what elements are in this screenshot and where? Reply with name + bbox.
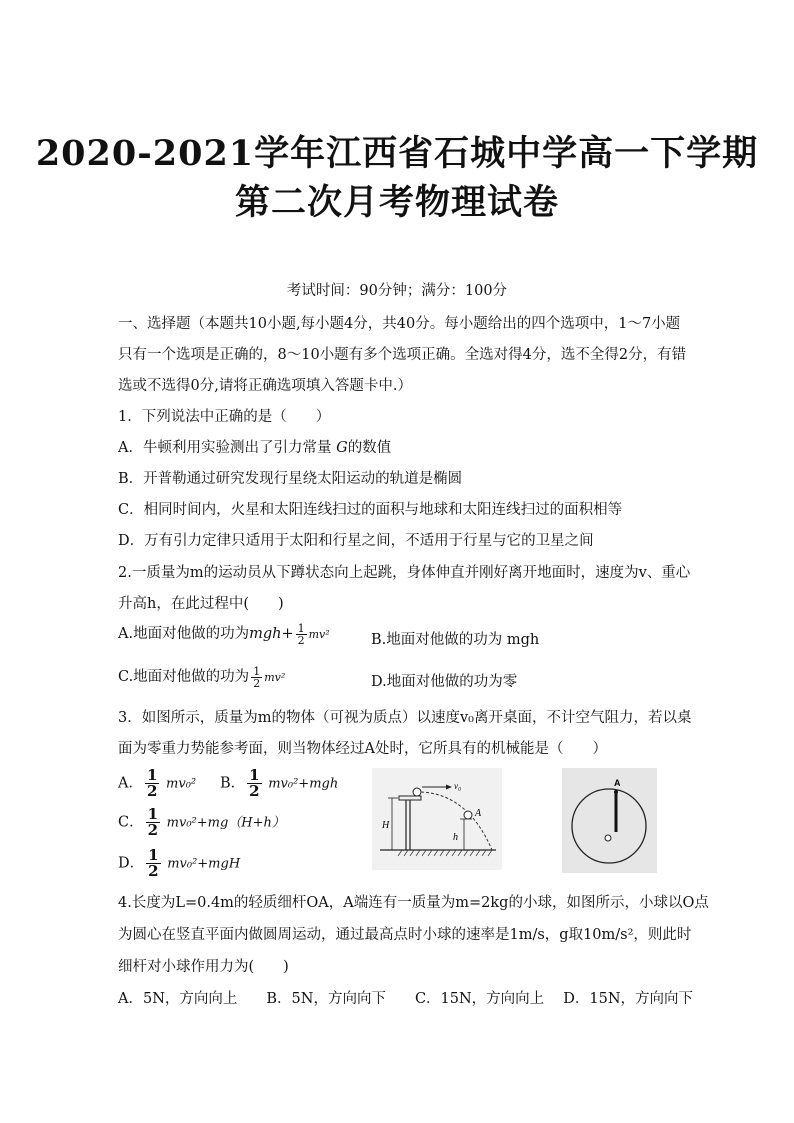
q2-option-c (118, 665, 285, 689)
ball-a (614, 790, 618, 794)
q3-option-d-tail: mv₀²+mgH (167, 856, 241, 872)
q2-option-c-tail: mv² (264, 671, 286, 684)
ball-at-a (464, 811, 472, 819)
velocity-arrow-head (446, 785, 452, 790)
fraction-denominator: 2 (148, 862, 159, 880)
q1-option-a-var: G (336, 440, 348, 456)
q3-option-d (118, 848, 240, 879)
q1-option-a-post: 的数值 (347, 440, 392, 456)
page-title-line-1: 2020-2021学年江西省石城中学高一下学期 (35, 133, 759, 174)
fraction-denominator: 2 (249, 782, 260, 800)
ball-start (413, 788, 421, 796)
q3-option-d-fraction (146, 848, 160, 879)
q3-option-a-label: A． (118, 775, 143, 792)
v0-label: v₀ (454, 781, 462, 791)
fraction-numerator: 1 (148, 846, 159, 864)
rod-circle-diagram (562, 768, 657, 873)
q4-stem-line-3: 细杆对小球作用力为( ) (118, 959, 289, 975)
q3-option-a-tail: mv₀² (166, 776, 197, 792)
rod-a-label: A (614, 778, 621, 788)
q2-stem-line-1: 2.一质量为m的运动员从下蹲状态向上起跳，身体伸直并刚好离开地面时，速度为v、重心 (118, 565, 691, 581)
point-a-label: A (475, 808, 482, 819)
q2-option-a-fraction (296, 623, 307, 646)
q1-option-a (118, 436, 391, 457)
q3-option-b-fraction (247, 768, 261, 799)
q4-stem-line-2: 为圆心在竖直平面内做圆周运动，通过最高点时小球的速率是1m/s，g取10m/s²，则此时 (118, 927, 692, 943)
q3-option-c (118, 807, 285, 838)
q2-option-a (118, 622, 330, 646)
projectile-figure (372, 768, 502, 870)
q1-option-a-pre: A．牛顿利用实验测出了引力常量 (118, 440, 337, 456)
q2-stem-line-2: 升高h，在此过程中( ) (118, 596, 284, 612)
page-title-line-2: 第二次月考物理试卷 (234, 182, 559, 223)
fraction-numerator: 1 (147, 805, 159, 823)
section-instructions-2: 只有一个选项是正确的，8～10小题有多个选项正确。全选对得4分，选不全得2分，有错 (118, 347, 687, 363)
q1-stem: 1．下列说法中正确的是（ ） (118, 409, 331, 425)
fraction-numerator: 1 (297, 621, 305, 635)
section-instructions-3: 选或不选得0分,请将正确选项填入答题卡中.） (118, 378, 412, 394)
exam-info: 考试时间：90分钟；满分：100分 (286, 283, 508, 299)
q3-stem-line-2: 面为零重力势能参考面，则当物体经过A处时，它所具有的机械能是（ ） (118, 741, 607, 757)
section-instructions-1: 一、选择题（本题共10小题,每小题4分，共40分。每小题给出的四个选项中，1～7小题 (118, 316, 681, 332)
q1-option-d: D．万有引力定律只适用于太阳和行星之间，不适用于行星与它的卫星之间 (118, 533, 594, 549)
q4-stem-line-1: 4.长度为L=0.4m的轻质细杆OA，A端连有一质量为m=2kg的小球，如图所示，小球以O点 (118, 895, 709, 911)
q2-option-a-pre: A.地面对他做的功为 (118, 626, 250, 642)
fraction-denominator: 2 (147, 821, 159, 839)
fraction-numerator: 1 (249, 766, 260, 784)
fraction-denominator: 2 (297, 633, 305, 647)
q2-option-c-fraction (251, 666, 262, 689)
fraction-numerator: 1 (253, 664, 261, 678)
projectile-diagram (372, 768, 502, 870)
q3-option-c-label: C． (118, 814, 144, 831)
q3-option-b (220, 768, 338, 799)
rod-circle-figure (562, 768, 657, 873)
fraction-denominator: 2 (146, 782, 158, 800)
q1-option-b: B．开普勒通过研究发现行星绕太阳运动的轨道是椭圆 (118, 471, 463, 487)
q4-options: A．5N，方向向上 B．5N，方向向下 C．15N，方向向上 D．15N，方向向下 (118, 991, 694, 1007)
q3-option-a (118, 768, 196, 799)
q3-option-a-fraction (145, 768, 159, 799)
q2-option-a-mgh: mgh+ (249, 626, 294, 642)
q2-option-a-tail: mv² (308, 628, 330, 641)
q3-option-d-label: D． (118, 855, 145, 872)
q3-stem-line-1: 3．如图所示，质量为m的物体（可视为质点）以速度v₀离开桌面，不计空气阻力，若以桌 (118, 710, 692, 726)
q3-option-c-tail: mv₀²+mg（H+h） (166, 815, 285, 831)
q3-option-c-fraction (146, 807, 160, 838)
circular-path (572, 789, 646, 863)
q3-option-b-label: B． (220, 775, 246, 792)
q2-option-c-pre: C.地面对他做的功为 (118, 669, 250, 685)
fraction-numerator: 1 (146, 766, 158, 784)
fraction-denominator: 2 (253, 676, 261, 690)
big-h-label: H (382, 820, 390, 831)
table-top (399, 796, 421, 800)
ground-hatch (398, 850, 492, 856)
q3-option-b-tail: mv₀²+mgh (268, 776, 339, 792)
small-h-label: h (453, 832, 458, 843)
center-point-o (605, 835, 611, 841)
q1-option-c: C．相同时间内，火星和太阳连线扫过的面积与地球和太阳连线扫过的面积相等 (118, 502, 623, 518)
q2-option-d: D.地面对他做的功为零 (371, 674, 518, 690)
q2-option-b: B.地面对他做的功为 mgh (371, 632, 540, 648)
